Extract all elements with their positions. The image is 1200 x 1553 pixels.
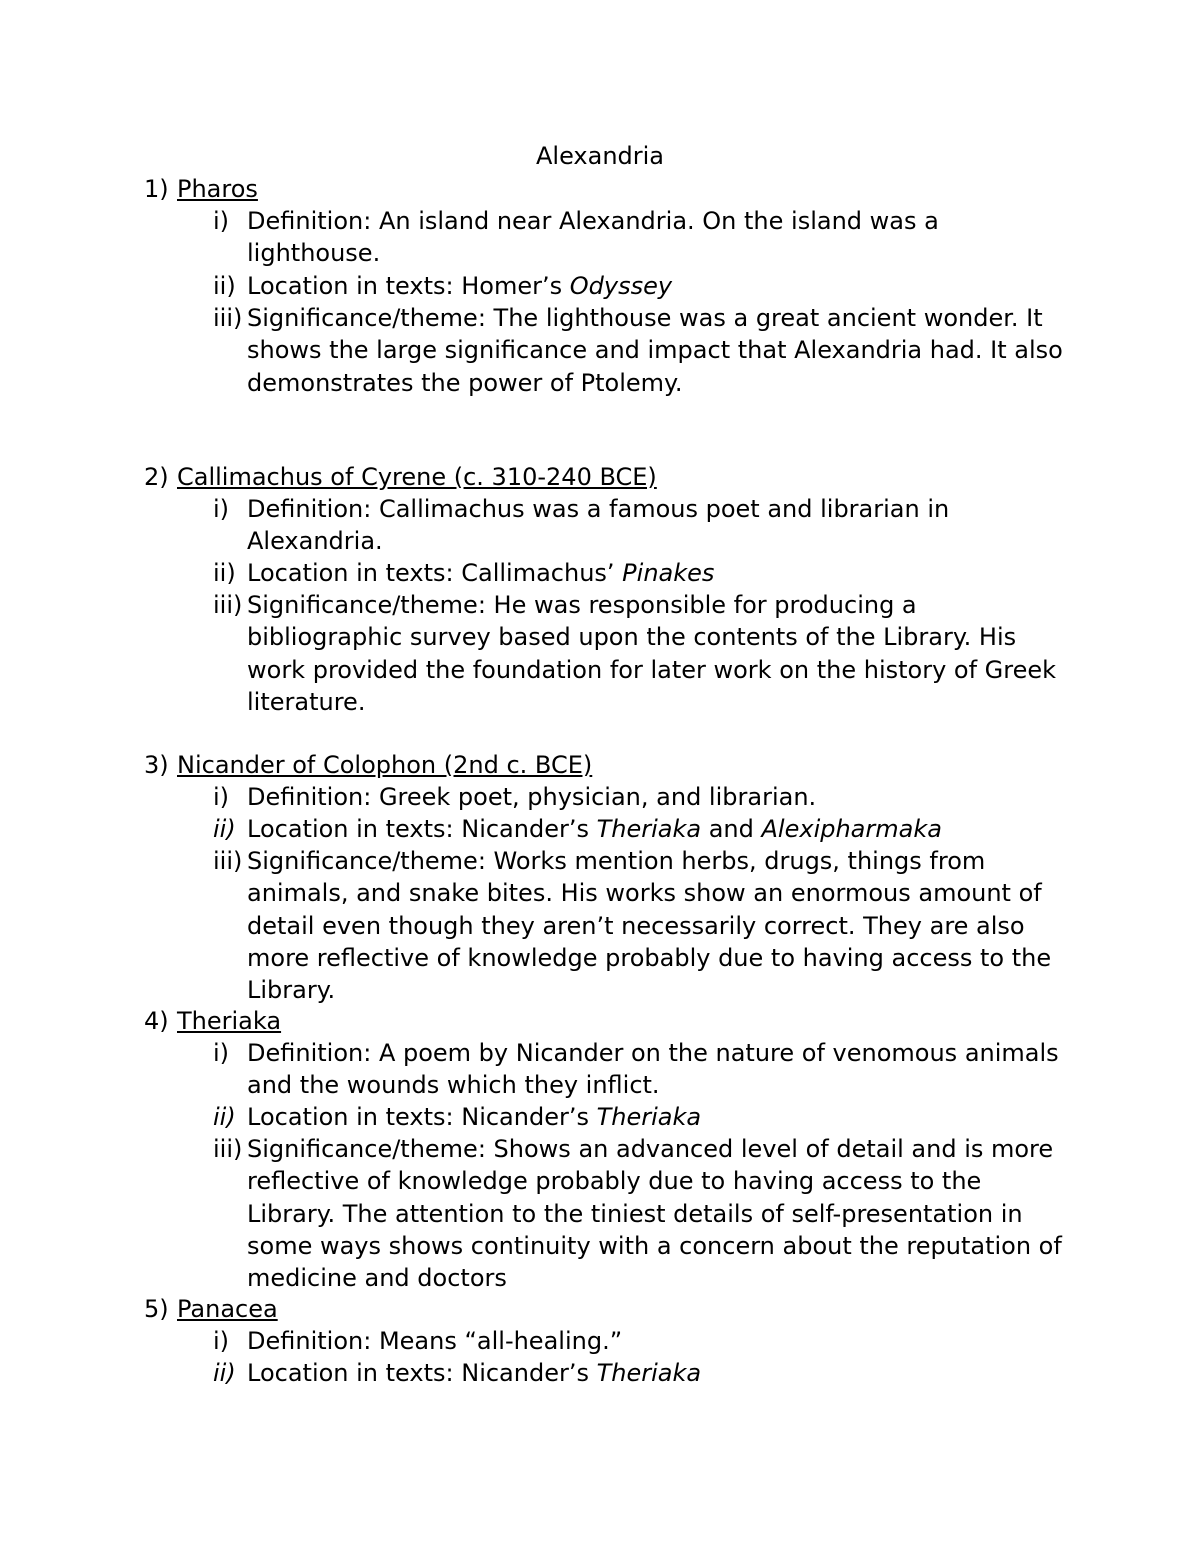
- definition-text: An island near Alexandria. On the island was a lighthouse.: [247, 207, 939, 268]
- work-title: Theriaka: [596, 1359, 702, 1387]
- section-number: 5): [144, 1295, 169, 1323]
- section-heading-panacea: [144, 1293, 278, 1326]
- pharos-definition: [213, 205, 1073, 270]
- location-prefix: Callimachus’: [461, 559, 623, 587]
- list-marker: i): [213, 207, 230, 235]
- callimachus-definition: [213, 493, 1073, 558]
- list-marker: ii): [213, 272, 236, 300]
- nicander-significance: [213, 845, 1073, 1006]
- location-prefix: Nicander’s: [461, 815, 597, 843]
- list-marker: i): [213, 783, 230, 811]
- list-marker: i): [213, 495, 230, 523]
- nicander-definition: [213, 781, 1073, 813]
- location-prefix: Homer’s: [461, 272, 570, 300]
- section-number: 3): [144, 751, 169, 779]
- section-heading-theriaka: [144, 1005, 281, 1038]
- location-label: Location in texts:: [247, 1359, 462, 1387]
- location-prefix: Nicander’s: [461, 1359, 597, 1387]
- significance-label: Significance/theme:: [247, 304, 494, 332]
- definition-label: Definition:: [247, 783, 379, 811]
- list-marker: iii): [213, 304, 243, 332]
- section-number: 2): [144, 463, 169, 491]
- list-marker: ii): [213, 1103, 236, 1131]
- definition-text: A poem by Nicander on the nature of venomous animals and the wounds which they inflict.: [247, 1039, 1059, 1100]
- work-title: Theriaka: [596, 815, 702, 843]
- callimachus-location: [213, 557, 1073, 589]
- conjunction: and: [701, 815, 762, 843]
- callimachus-significance: [213, 589, 1073, 718]
- location-label: Location in texts:: [247, 1103, 462, 1131]
- list-marker: ii): [213, 815, 236, 843]
- list-marker: ii): [213, 1359, 236, 1387]
- section-number: 4): [144, 1007, 169, 1035]
- list-marker: i): [213, 1039, 230, 1067]
- nicander-location: [213, 813, 1073, 845]
- definition-label: Definition:: [247, 1039, 379, 1067]
- definition-label: Definition:: [247, 207, 379, 235]
- list-marker: iii): [213, 591, 243, 619]
- definition-label: Definition:: [247, 495, 379, 523]
- significance-text: The lighthouse was a great ancient wonder. It shows the large significance and impact that Alexandria had. It also demonstrates the power of Ptolemy.: [247, 304, 1063, 397]
- theriaka-location: [213, 1101, 1073, 1133]
- section-heading-nicander: [144, 749, 592, 782]
- work-title: Theriaka: [596, 1103, 702, 1131]
- location-label: Location in texts:: [247, 272, 462, 300]
- section-heading-callimachus: [144, 461, 657, 494]
- definition-label: Definition:: [247, 1327, 379, 1355]
- section-title: Nicander of Colophon (2nd c. BCE): [177, 751, 593, 779]
- list-marker: iii): [213, 847, 243, 875]
- page-title: Alexandria: [535, 142, 665, 170]
- significance-label: Significance/theme:: [247, 847, 494, 875]
- section-title: Callimachus of Cyrene (c. 310-240 BCE): [177, 463, 657, 491]
- list-marker: ii): [213, 559, 236, 587]
- significance-label: Significance/theme:: [247, 1135, 494, 1163]
- pharos-significance: [213, 302, 1073, 399]
- pharos-location: [213, 270, 1073, 302]
- definition-text: Greek poet, physician, and librarian.: [378, 783, 817, 811]
- work-title: Alexipharmaka: [761, 815, 942, 843]
- panacea-definition: [213, 1325, 1073, 1357]
- significance-label: Significance/theme:: [247, 591, 494, 619]
- list-marker: i): [213, 1327, 230, 1355]
- location-label: Location in texts:: [247, 815, 462, 843]
- definition-text: Means “all-healing.”: [378, 1327, 623, 1355]
- section-number: 1): [144, 175, 169, 203]
- theriaka-significance: [213, 1133, 1073, 1294]
- section-title: Panacea: [177, 1295, 278, 1323]
- location-prefix: Nicander’s: [461, 1103, 597, 1131]
- section-heading-pharos: [144, 173, 258, 206]
- significance-text: Works mention herbs, drugs, things from animals, and snake bites. His works show an enormous amount of detail even though they aren’t necessarily correct. They are also more reflective of knowledge probably due to having access to the Library.: [247, 847, 1052, 1005]
- work-title: Pinakes: [622, 559, 715, 587]
- section-title: Theriaka: [177, 1007, 282, 1035]
- section-title: Pharos: [177, 175, 258, 203]
- significance-text: He was responsible for producing a bibliographic survey based upon the contents of the Library. His work provided the foundation for later work on the history of Greek literature.: [247, 591, 1057, 716]
- location-label: Location in texts:: [247, 559, 462, 587]
- significance-text: Shows an advanced level of detail and is more reflective of knowledge probably due to having access to the Library. The attention to the tiniest details of self-presentation in some ways shows continuity with a concern about the reputation of medicine and doctors: [247, 1135, 1062, 1293]
- definition-text: Callimachus was a famous poet and librarian in Alexandria.: [247, 495, 950, 556]
- panacea-location: [213, 1357, 1073, 1389]
- list-marker: iii): [213, 1135, 243, 1163]
- theriaka-definition: [213, 1037, 1073, 1102]
- work-title: Odyssey: [569, 272, 673, 300]
